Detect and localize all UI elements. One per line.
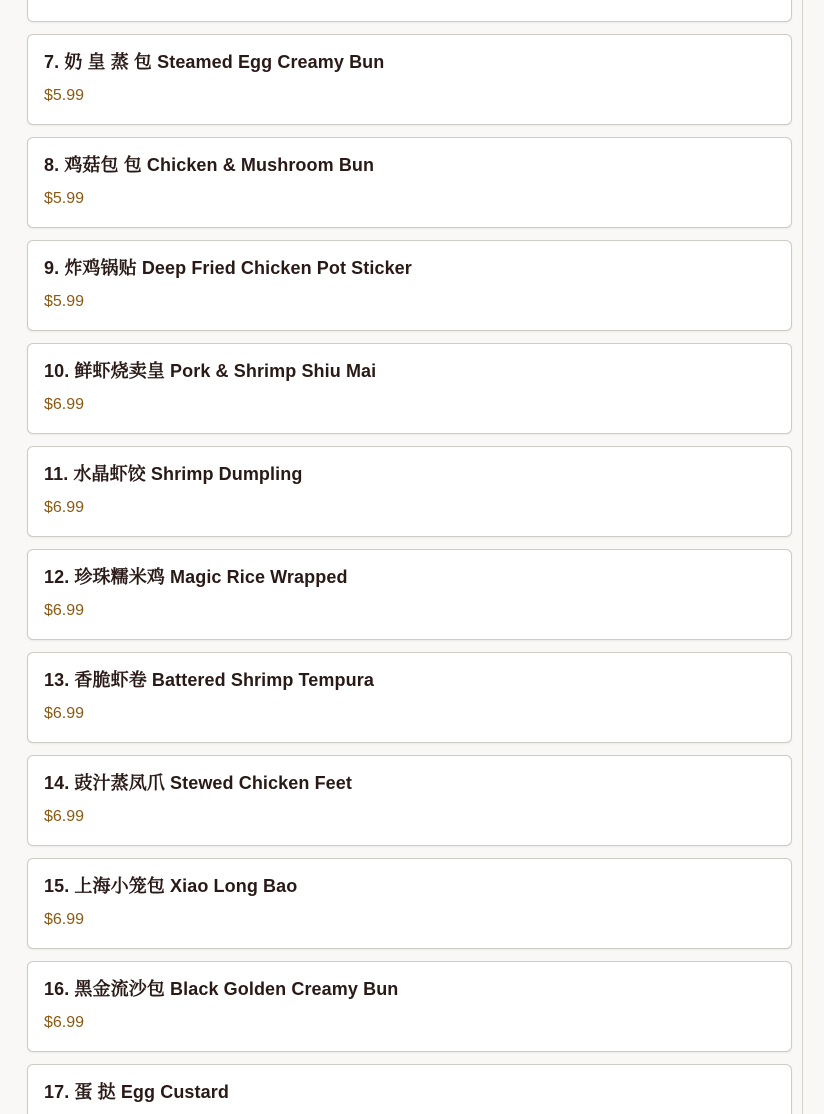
menu-item-price: $6.99 (44, 396, 85, 413)
menu-item-name: 13. 香脆虾卷 Battered Shrimp Tempura (44, 670, 374, 690)
menu-item-name: 15. 上海小笼包 Xiao Long Bao (44, 876, 298, 896)
menu-item-price: $6.99 (44, 705, 85, 722)
menu-item-price: $5.99 (44, 293, 85, 310)
menu-item-price: $5.99 (44, 87, 85, 104)
menu-item-price: $6.99 (44, 808, 85, 825)
menu-item-card[interactable] (27, 1064, 792, 1114)
menu-item-name: 9. 炸鸡锅贴 Deep Fried Chicken Pot Sticker (44, 258, 412, 278)
page-edge-divider (802, 0, 803, 1114)
menu-item-price: $6.99 (44, 911, 85, 928)
menu-item-card[interactable] (27, 343, 792, 434)
menu-item-name: 7. 奶 皇 蒸 包 Steamed Egg Creamy Bun (44, 52, 385, 72)
menu-item-card[interactable] (27, 0, 792, 22)
menu-item-price: $6.99 (44, 602, 85, 619)
menu-item-price: $5.99 (44, 190, 85, 207)
menu-item-card[interactable] (27, 549, 792, 640)
menu-item-card[interactable] (27, 755, 792, 846)
menu-item-name: 14. 豉汁蒸凤爪 Stewed Chicken Feet (44, 773, 352, 793)
menu-item-name: 11. 水晶虾饺 Shrimp Dumpling (44, 464, 303, 484)
menu-item-card[interactable] (27, 858, 792, 949)
menu-item-price: $6.99 (44, 499, 85, 516)
menu-item-name: 16. 黑金流沙包 Black Golden Creamy Bun (44, 979, 399, 999)
menu-item-card[interactable] (27, 446, 792, 537)
menu-item-name: 8. 鸡菇包 包 Chicken & Mushroom Bun (44, 155, 375, 175)
menu-item-name: 10. 鲜虾烧卖皇 Pork & Shrimp Shiu Mai (44, 361, 377, 381)
menu-item-list (27, 0, 792, 1114)
menu-item-price: $6.99 (44, 1014, 85, 1031)
menu-item-card[interactable] (27, 34, 792, 125)
menu-item-card[interactable] (27, 652, 792, 743)
menu-item-name: 17. 蛋 挞 Egg Custard (44, 1082, 229, 1102)
menu-item-name: 12. 珍珠糯米鸡 Magic Rice Wrapped (44, 567, 348, 587)
menu-item-card[interactable] (27, 240, 792, 331)
menu-item-card[interactable] (27, 137, 792, 228)
menu-item-card[interactable] (27, 961, 792, 1052)
